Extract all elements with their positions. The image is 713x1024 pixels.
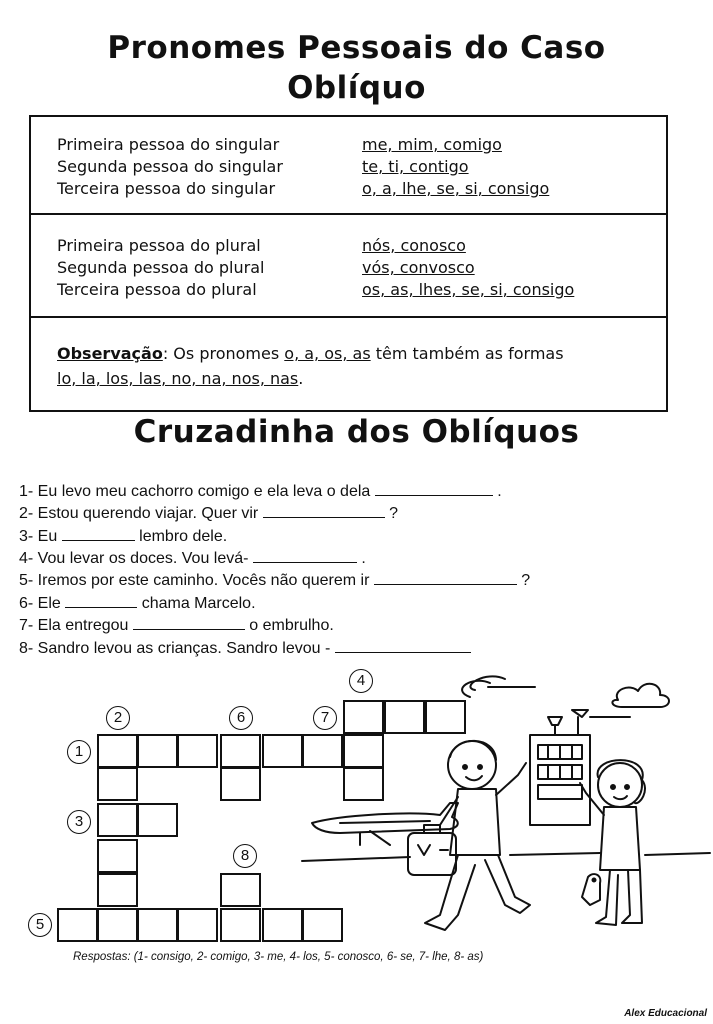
crossword-cell[interactable] xyxy=(220,734,261,768)
crossword-cell[interactable] xyxy=(177,734,218,768)
crossword-cell[interactable] xyxy=(137,803,178,837)
question-end: o embrulho. xyxy=(244,617,334,634)
question-text: 5- Iremos por este caminho. Vocês não querem ir xyxy=(19,572,374,589)
observation-forms: lo, la, los, las, no, na, nos, nas xyxy=(57,369,299,388)
clue-number-3: 3 xyxy=(67,810,91,834)
question-end: . xyxy=(356,550,366,567)
question-text: 3- Eu xyxy=(19,528,62,545)
crossword-cell[interactable] xyxy=(97,767,138,801)
page-title-line2: Oblíquo xyxy=(287,70,426,106)
crossword-cell[interactable] xyxy=(220,873,261,907)
crossword-cell[interactable] xyxy=(97,734,138,768)
pronoun-person-label: Terceira pessoa do plural xyxy=(57,280,257,299)
pronoun-forms: me, mim, comigo xyxy=(362,135,502,154)
question-text: 8- Sandro levou as crianças. Sandro levou - xyxy=(19,640,335,657)
publisher-credit: Alex Educacional xyxy=(624,1008,707,1019)
observation-note xyxy=(57,341,647,391)
question-text: 1- Eu levo meu cachorro comigo e ela leva o dela xyxy=(19,483,375,500)
question-3 xyxy=(19,527,227,546)
table-divider xyxy=(31,213,666,215)
crossword-cell[interactable] xyxy=(220,908,261,942)
question-end: lembro dele. xyxy=(134,528,228,545)
pronoun-forms: o, a, lhe, se, si, consigo xyxy=(362,179,550,198)
answer-blank[interactable] xyxy=(335,639,471,653)
answer-blank[interactable] xyxy=(62,527,135,541)
clue-number-8: 8 xyxy=(233,844,257,868)
pronoun-row xyxy=(31,157,666,179)
pronoun-forms: vós, convosco xyxy=(362,258,475,277)
crossword-cell[interactable] xyxy=(97,839,138,873)
pronoun-person-label: Primeira pessoa do singular xyxy=(57,135,280,154)
question-2 xyxy=(19,504,398,523)
suitcase xyxy=(408,833,456,875)
observation-highlight: o, a, os, as xyxy=(284,344,371,363)
pronoun-forms: nós, conosco xyxy=(362,236,466,255)
crossword-cell[interactable] xyxy=(220,767,261,801)
question-6 xyxy=(19,594,256,613)
clue-number-5: 5 xyxy=(28,913,52,937)
travel-illustration xyxy=(300,665,713,945)
observation-text-after: têm também as formas xyxy=(370,344,564,363)
answer-blank[interactable] xyxy=(375,482,493,496)
question-end: chama Marcelo. xyxy=(137,595,256,612)
crossword-cell[interactable] xyxy=(137,908,178,942)
pronoun-forms: te, ti, contigo xyxy=(362,157,469,176)
question-5 xyxy=(19,571,530,590)
pronoun-row xyxy=(31,135,666,157)
question-8 xyxy=(19,639,471,658)
pronoun-row xyxy=(31,179,666,201)
crossword-cell[interactable] xyxy=(57,908,98,942)
question-7 xyxy=(19,616,334,635)
pronoun-person-label: Primeira pessoa do plural xyxy=(57,236,261,255)
clue-number-1: 1 xyxy=(67,740,91,764)
airplane xyxy=(312,803,458,833)
pronoun-forms: os, as, lhes, se, si, consigo xyxy=(362,280,575,299)
answer-blank[interactable] xyxy=(65,594,137,608)
girl-head xyxy=(598,763,642,807)
crossword-cell[interactable] xyxy=(137,734,178,768)
answer-blank[interactable] xyxy=(263,504,385,518)
question-text: 7- Ela entregou xyxy=(19,617,133,634)
pronoun-row xyxy=(31,280,666,302)
crossword-cell[interactable] xyxy=(262,734,303,768)
pronoun-table xyxy=(29,115,668,412)
answer-blank[interactable] xyxy=(374,571,517,585)
pronoun-person-label: Terceira pessoa do singular xyxy=(57,179,276,198)
pronoun-person-label: Segunda pessoa do plural xyxy=(57,258,265,277)
girl-body xyxy=(600,807,640,870)
pronoun-row xyxy=(31,236,666,258)
question-4 xyxy=(19,549,366,568)
page-title: Pronomes Pessoais do Caso xyxy=(107,30,606,66)
answers-text: Respostas: (1- consigo, 2- comigo, 3- me, 4- los, 5- conosco, 6- se, 7- lhe, 8- as) xyxy=(73,951,484,963)
crossword-cell[interactable] xyxy=(177,908,218,942)
clue-number-7: 7 xyxy=(313,706,337,730)
dog xyxy=(582,874,600,905)
clue-number-4: 4 xyxy=(349,669,373,693)
question-text: 4- Vou levar os doces. Vou levá- xyxy=(19,550,253,567)
crossword-cell[interactable] xyxy=(97,908,138,942)
pronoun-row xyxy=(31,258,666,280)
table-divider xyxy=(31,316,666,318)
question-text: 2- Estou querendo viajar. Quer vir xyxy=(19,505,263,522)
question-end: ? xyxy=(384,505,399,522)
clue-number-6: 6 xyxy=(229,706,253,730)
question-end: . xyxy=(492,483,502,500)
crossword-cell[interactable] xyxy=(262,908,303,942)
clue-number-2: 2 xyxy=(106,706,130,730)
answer-blank[interactable] xyxy=(253,549,357,563)
observation-label: Observação xyxy=(57,344,163,363)
question-1 xyxy=(19,482,502,501)
crossword-cell[interactable] xyxy=(97,803,138,837)
pronoun-person-label: Segunda pessoa do singular xyxy=(57,157,283,176)
cloud xyxy=(612,684,669,707)
crossword-title: Cruzadinha dos Oblíquos xyxy=(133,414,580,450)
crossword-cell[interactable] xyxy=(97,873,138,907)
observation-text: : Os pronomes xyxy=(162,344,285,363)
question-text: 6- Ele xyxy=(19,595,66,612)
answer-blank[interactable] xyxy=(133,616,245,630)
question-end: ? xyxy=(516,572,531,589)
observation-end: . xyxy=(298,369,304,388)
